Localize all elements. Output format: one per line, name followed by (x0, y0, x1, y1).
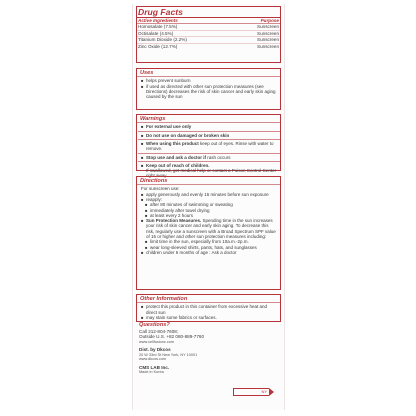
ingredient-name: Homosalate (7.5%) (138, 24, 178, 30)
directions-text: Spending time in the sun increases your risk of skin cancer and early skin aging. To decrease this risk, regularly use a sunscreen with a Broad Spectrum SPF value of 15 or higher and other sun protection measures including: (146, 218, 276, 240)
ingredient-name: Zinc Oxide (12.7%) (138, 43, 178, 49)
uses-panel (136, 68, 281, 110)
directions-panel (136, 176, 281, 290)
questions-section (139, 322, 280, 375)
warning-lead: When using this product (146, 141, 199, 146)
warning-lead: Keep out of reach of children. (146, 162, 210, 168)
list-item (141, 141, 277, 152)
warnings-body (137, 123, 280, 179)
ingredient-row (137, 44, 280, 49)
warning-text: If swallowed, get medical help or contact a Poison Control Center right away. (146, 168, 277, 179)
list-item: ■ wear long-sleeved shirts, pants, hats, and sunglasses (141, 245, 277, 250)
drug-facts-panel (136, 6, 281, 63)
other-info-body (137, 303, 280, 321)
uses-body (137, 77, 280, 100)
list-item: ■ helps prevent sunburn (141, 78, 277, 83)
warning-lead: Stop use and ask a doctor if (146, 154, 207, 160)
warning-text: rash occurs (207, 154, 231, 160)
list-item: ■ immediately after towel drying (141, 208, 277, 213)
address-line: 20 W 33rd St New York, NY 10001 (139, 352, 198, 357)
list-item: ■ protect this product in this container from excessive heat and direct sun (141, 304, 277, 315)
manufacturer-line: CMS LAB Inc. (139, 365, 170, 370)
list-item: ■ if used as directed with other sun protection measures (see Directions) decreases the risk of skin cancer and early skin aging caused by the sun (141, 84, 277, 100)
ingredient-purpose: Sunscreen (257, 30, 279, 36)
ingredient-purpose: Sunscreen (257, 43, 279, 49)
made-in-line: Made in Korea (139, 370, 164, 375)
website-link-2: www.dkcos.com (139, 357, 167, 362)
warning-text: keep out of eyes. Rinse with water to remove. (146, 141, 274, 152)
outside-us-line: Outside U.S. +82 080-889-7760 (139, 334, 204, 340)
drug-facts-title: Drug Facts (138, 7, 183, 17)
directions-lead: Sun Protection Measures. (146, 218, 202, 224)
directions-intro: For sunscreen use: (141, 186, 180, 192)
ingredients-header-row (137, 17, 280, 24)
list-item: ■ Do not use on damaged or broken skin (141, 133, 277, 138)
list-item: ■ For external use only (141, 124, 277, 129)
warnings-panel (136, 114, 281, 179)
list-item: ■ after 80 minutes of swimming or sweating (141, 202, 277, 207)
list-item (141, 155, 277, 160)
list-item (141, 218, 277, 239)
list-item: ■ at least every 2 hours (141, 213, 277, 218)
list-item: ■ may stain some fabrics or surfaces. (141, 315, 277, 320)
list-item: ■ reapply: (141, 197, 277, 202)
ingredient-purpose: Sunscreen (257, 37, 279, 43)
website-link: www.cellfusionc.com (139, 339, 175, 344)
distributor-line: Dist. by Dkcos (139, 347, 171, 353)
purpose-heading: Purpose (260, 18, 279, 23)
other-info-panel (136, 294, 281, 322)
directions-body (137, 185, 280, 256)
list-item: ■ limit time in the sun, especially from 10a.m.-2p.m. (141, 239, 277, 244)
uses-title: Uses (137, 69, 280, 77)
list-item: ■ apply generously and evenly 15 minutes before sun exposure (141, 192, 277, 197)
ingredient-name: Titanium Dioxide (2.2%) (138, 37, 187, 43)
list-item: ■ children under 6 months of age : Ask a doctor (141, 250, 277, 255)
ingredient-name: Octisalate (4.5%) (138, 30, 174, 36)
phone-line: Call 212-804-7608; (139, 329, 179, 334)
directions-title: Directions (137, 177, 280, 185)
ny-badge: NY (233, 388, 269, 396)
ingredient-purpose: Sunscreen (257, 24, 279, 30)
drug-facts-label (132, 4, 285, 410)
questions-title: Questions? (139, 322, 170, 328)
active-ingredients-heading: Active Ingredients (138, 18, 178, 23)
warnings-title: Warnings (137, 115, 280, 123)
other-info-title: Other Information (137, 295, 280, 303)
